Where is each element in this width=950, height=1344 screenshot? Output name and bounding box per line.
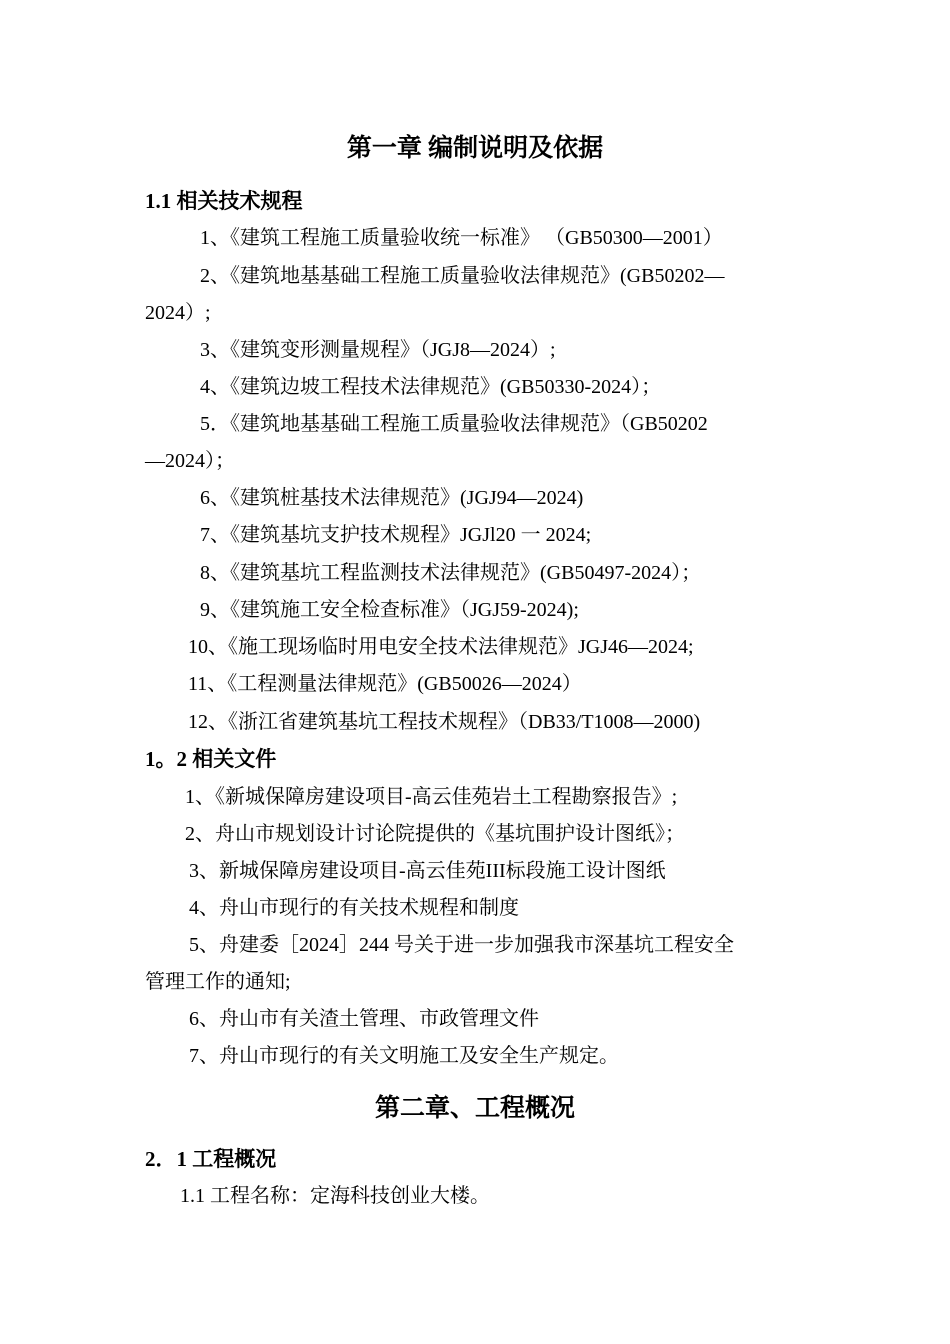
list-item: 4、《建筑边坡工程技术法律规范》(GB50330-2024）； bbox=[200, 376, 662, 398]
section-1-1-heading: 1.1 相关技术规程 bbox=[145, 189, 303, 213]
list-item: 1.1 工程名称：定海科技创业大楼。 bbox=[180, 1185, 490, 1207]
list-item: 4、舟山市现行的有关技术规程和制度 bbox=[189, 897, 519, 919]
list-item: 8、《建筑基坑工程监测技术法律规范》(GB50497-2024）； bbox=[200, 562, 702, 584]
chapter-2-title: 第二章、工程概况 bbox=[374, 1095, 575, 1122]
list-item: 11、《工程测量法律规范》(GB50026—2024） bbox=[188, 673, 582, 695]
list-item: 6、《建筑桩基技术法律规范》(JGJ94—2024) bbox=[200, 487, 584, 509]
list-item: 7、舟山市现行的有关文明施工及安全生产规定。 bbox=[189, 1045, 619, 1067]
list-item: 2、舟山市规划设计讨论院提供的《基坑围护设计图纸》； bbox=[185, 823, 685, 845]
list-item: 9、《建筑施工安全检查标准》（JGJ59-2024); bbox=[200, 599, 579, 621]
section-1-2-heading: 1。2 相关文件 bbox=[145, 747, 277, 771]
list-item-continuation: 管理工作的通知; bbox=[145, 971, 291, 993]
chapter-1-title: 第一章 编制说明及依据 bbox=[346, 135, 604, 162]
list-item: 12、《浙江省建筑基坑工程技术规程》（DB33/T1008—2000) bbox=[188, 711, 701, 733]
list-item: 5．《建筑地基基础工程施工质量验收法律规范》（GB50202 bbox=[200, 413, 708, 435]
list-item: 7、《建筑基坑支护技术规程》JGJl20 一 2024; bbox=[200, 524, 592, 546]
list-item: 10、《施工现场临时用电安全技术法律规范》JGJ46—2024; bbox=[188, 636, 694, 658]
section-2-1-heading: 2．1 工程概况 bbox=[145, 1147, 277, 1171]
list-item: 3、新城保障房建设项目-高云佳苑III标段施工设计图纸 bbox=[189, 860, 666, 882]
list-item: 6、舟山市有关渣土管理、市政管理文件 bbox=[189, 1008, 539, 1030]
list-item: 1、《新城保障房建设项目-高云佳苑岩土工程勘察报告》; bbox=[185, 786, 678, 808]
list-item: 1、《建筑工程施工质量验收统一标准》 （GB50300—2001） bbox=[200, 227, 723, 249]
list-item-continuation: —2024）； bbox=[145, 450, 235, 472]
list-item: 3、《建筑变形测量规程》（JGJ8—2024）; bbox=[200, 339, 556, 361]
list-item-continuation: 2024）; bbox=[145, 302, 211, 324]
list-item: 2、《建筑地基基础工程施工质量验收法律规范》(GB50202— bbox=[200, 265, 725, 287]
list-item: 5、舟建委［2024］244 号关于进一步加强我市深基坑工程安全 bbox=[189, 934, 734, 956]
